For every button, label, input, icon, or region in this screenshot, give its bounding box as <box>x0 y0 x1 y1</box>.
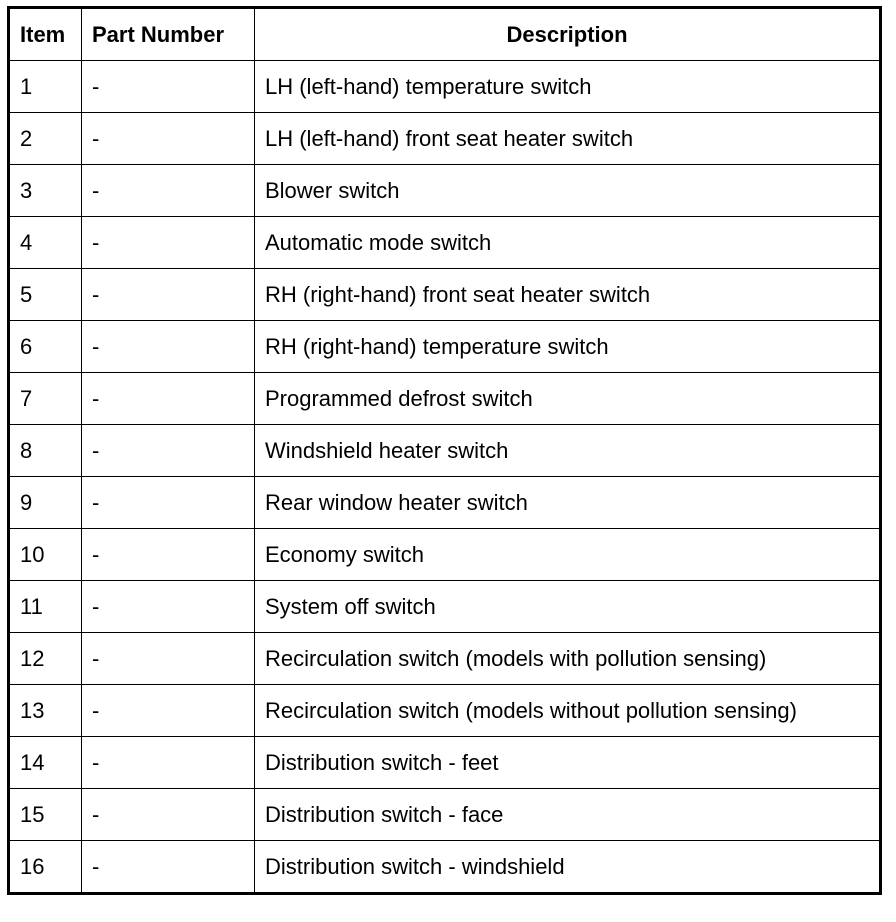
cell-item: 4 <box>9 217 82 269</box>
table-row <box>9 581 881 633</box>
cell-part-number: - <box>82 373 255 425</box>
table-row <box>9 633 881 685</box>
table-row <box>9 61 881 113</box>
cell-item: 8 <box>9 425 82 477</box>
cell-part-number: - <box>82 113 255 165</box>
table-row <box>9 217 881 269</box>
cell-description: Distribution switch - face <box>255 789 881 841</box>
table-row <box>9 685 881 737</box>
table-header-row <box>9 8 881 61</box>
cell-item: 14 <box>9 737 82 789</box>
cell-description: Economy switch <box>255 529 881 581</box>
header-part-number: Part Number <box>82 8 255 61</box>
cell-part-number: - <box>82 633 255 685</box>
cell-description: Recirculation switch (models without pollution sensing) <box>255 685 881 737</box>
table-row <box>9 737 881 789</box>
cell-description: Windshield heater switch <box>255 425 881 477</box>
parts-table <box>7 6 882 895</box>
table-row <box>9 477 881 529</box>
cell-item: 6 <box>9 321 82 373</box>
cell-item: 2 <box>9 113 82 165</box>
cell-description: LH (left-hand) temperature switch <box>255 61 881 113</box>
cell-item: 11 <box>9 581 82 633</box>
cell-part-number: - <box>82 269 255 321</box>
table-row <box>9 789 881 841</box>
cell-part-number: - <box>82 425 255 477</box>
cell-item: 13 <box>9 685 82 737</box>
table-row <box>9 841 881 894</box>
cell-part-number: - <box>82 529 255 581</box>
cell-part-number: - <box>82 165 255 217</box>
cell-description: LH (left-hand) front seat heater switch <box>255 113 881 165</box>
cell-item: 9 <box>9 477 82 529</box>
cell-description: Recirculation switch (models with pollution sensing) <box>255 633 881 685</box>
cell-description: RH (right-hand) front seat heater switch <box>255 269 881 321</box>
cell-part-number: - <box>82 685 255 737</box>
table-row <box>9 373 881 425</box>
cell-description: Programmed defrost switch <box>255 373 881 425</box>
header-description: Description <box>255 8 881 61</box>
table-body <box>9 61 881 894</box>
cell-part-number: - <box>82 217 255 269</box>
cell-item: 3 <box>9 165 82 217</box>
cell-description: Automatic mode switch <box>255 217 881 269</box>
header-item: Item <box>9 8 82 61</box>
cell-item: 16 <box>9 841 82 894</box>
cell-part-number: - <box>82 477 255 529</box>
cell-description: Rear window heater switch <box>255 477 881 529</box>
cell-part-number: - <box>82 321 255 373</box>
cell-description: Distribution switch - windshield <box>255 841 881 894</box>
table-row <box>9 269 881 321</box>
cell-description: System off switch <box>255 581 881 633</box>
cell-part-number: - <box>82 789 255 841</box>
table-row <box>9 113 881 165</box>
table-row <box>9 425 881 477</box>
cell-description: Distribution switch - feet <box>255 737 881 789</box>
table-row <box>9 321 881 373</box>
cell-item: 12 <box>9 633 82 685</box>
cell-item: 10 <box>9 529 82 581</box>
table-row <box>9 165 881 217</box>
cell-part-number: - <box>82 737 255 789</box>
cell-item: 15 <box>9 789 82 841</box>
cell-item: 5 <box>9 269 82 321</box>
table-row <box>9 529 881 581</box>
cell-description: Blower switch <box>255 165 881 217</box>
cell-item: 1 <box>9 61 82 113</box>
cell-description: RH (right-hand) temperature switch <box>255 321 881 373</box>
cell-item: 7 <box>9 373 82 425</box>
cell-part-number: - <box>82 841 255 894</box>
cell-part-number: - <box>82 581 255 633</box>
cell-part-number: - <box>82 61 255 113</box>
